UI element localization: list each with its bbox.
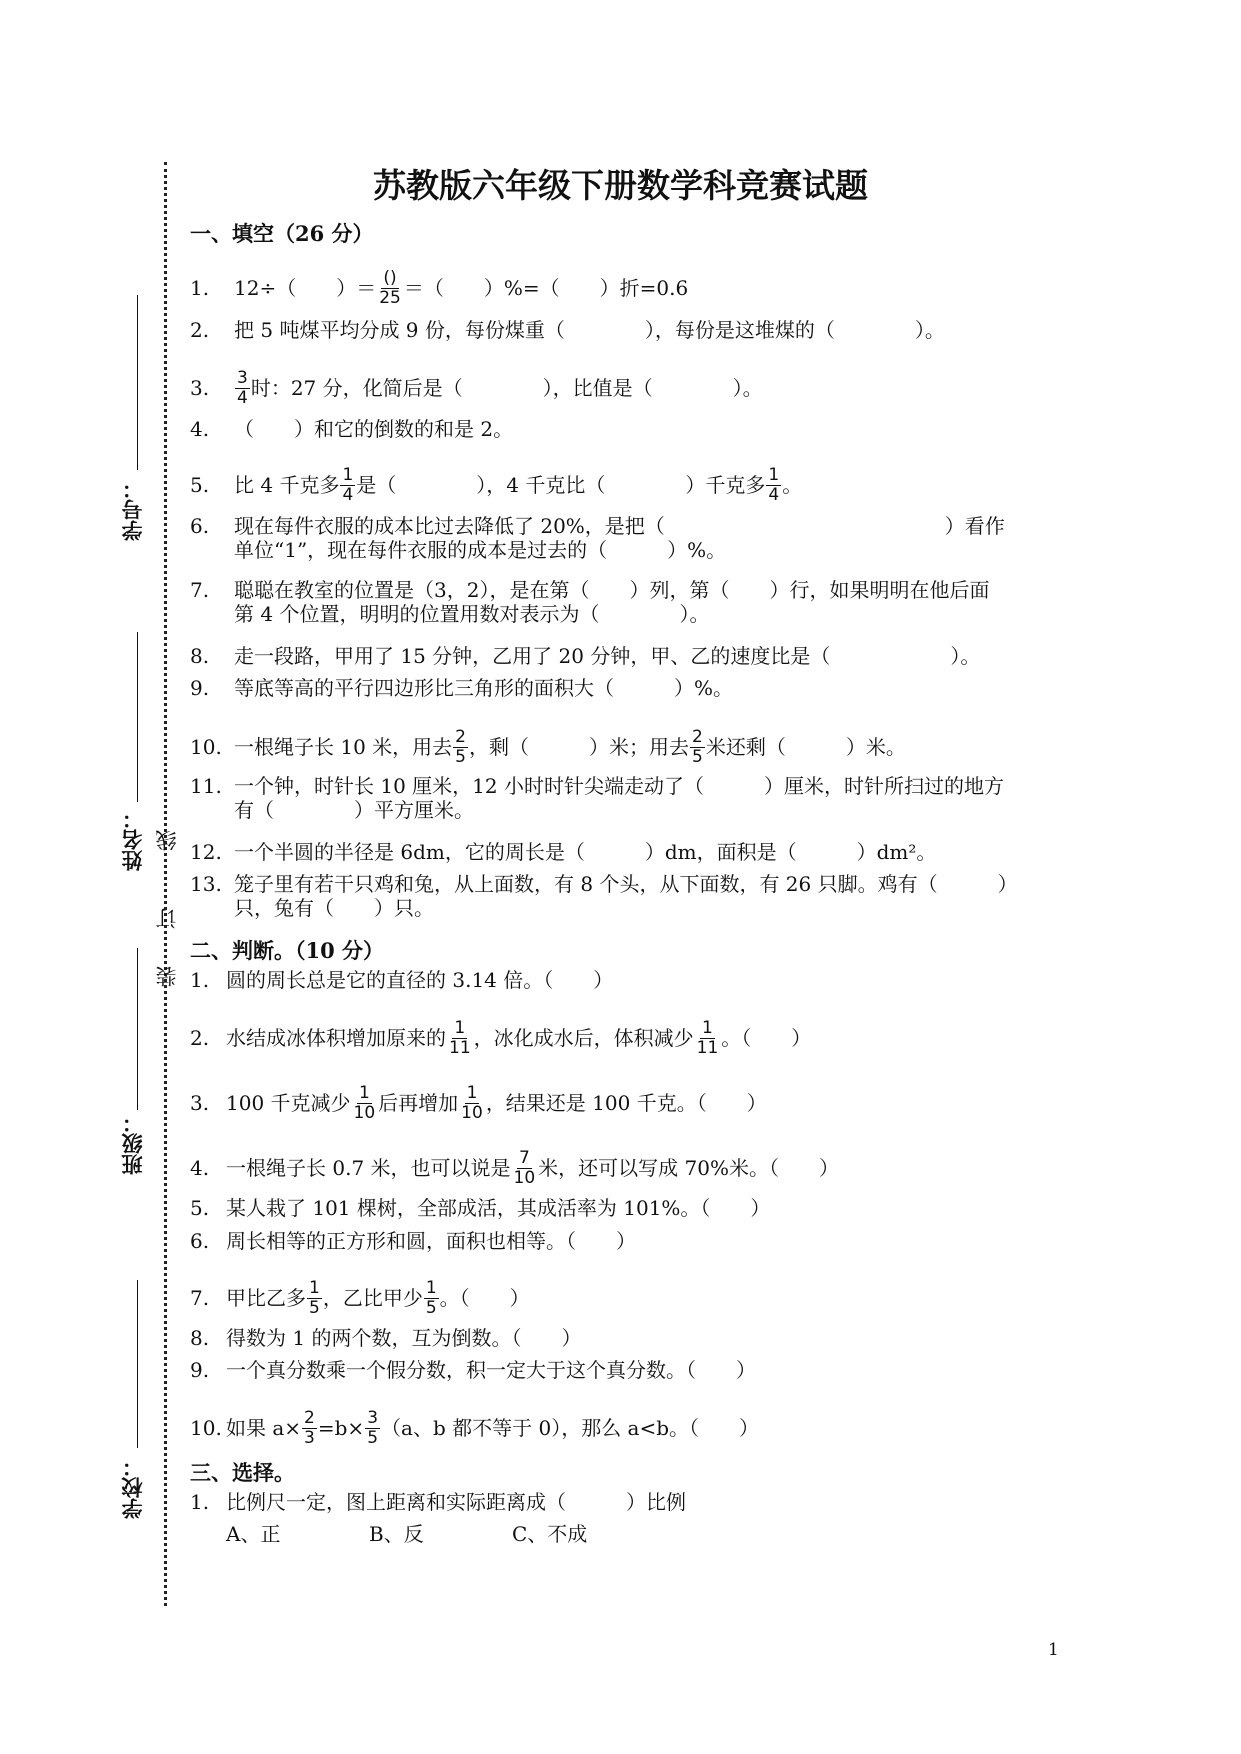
question-fill-9: 9. 等底等高的平行四边形比三角形的面积大（ ）%。 <box>190 676 734 700</box>
question-judge-6: 6. 周长相等的正方形和圆，面积也相等。（ ） <box>190 1229 636 1253</box>
school-line <box>137 1280 138 1448</box>
question-judge-8: 8. 得数为 1 的两个数，互为倒数。（ ） <box>190 1326 582 1350</box>
fraction: $\frac{3}{4}$ <box>237 368 248 408</box>
binding-char-line: 线 <box>155 830 179 851</box>
binding-char-bind: 装 <box>155 966 179 987</box>
page-number: 1 <box>1048 1640 1059 1660</box>
question-fill-4: 4. （ ）和它的倒数的和是 2。 <box>190 417 514 441</box>
school-label: 学校： <box>120 1456 145 1519</box>
question-judge-7: 7. 甲比乙多 $\frac{1}{5}$ ，乙比甲少 $\frac{1}{5}$ 。（ ） <box>190 1278 530 1318</box>
question-fill-5: 5. 比 4 千克多 $\frac{1}{4}$ 是（ ），4 千克比（ ）千克多 $\frac{1}{4}$ 。 <box>190 465 803 505</box>
question-fill-11: 11. 一个钟，时针长 10 厘米，12 小时时针尖端走动了（ ）厘米，时针所扫过的地方 有（ ）平方厘米。 <box>190 774 1004 822</box>
fraction: $\frac{2}{5}$ <box>455 727 466 767</box>
question-fill-7: 7. 聪聪在教室的位置是（3，2），是在第（ ）列，第（ ）行，如果明明在他后面 第 4 个位置，明明的位置用数对表示为（ ）。 <box>190 578 990 626</box>
name-label: 姓名： <box>120 808 145 871</box>
option-b[interactable]: B、反 <box>369 1522 424 1546</box>
student-id-label: 学号： <box>120 478 145 541</box>
question-judge-4: 4. 一根绳子长 0.7 米，也可以说是 $\frac{7}{10}$ 米，还可以写成 70%米。（ ） <box>190 1148 839 1188</box>
question-fill-1: 1. 12÷（ ）＝ $\frac{()}{25}$ ＝（ ）%=（ ）折=0.6 <box>190 268 689 308</box>
question-judge-5: 5. 某人栽了 101 棵树，全部成活，其成活率为 101%。（ ） <box>190 1196 771 1220</box>
fraction: $\frac{1}{4}$ <box>768 465 780 505</box>
student-id-line <box>137 295 138 470</box>
fraction: $\frac{1}{11}$ <box>696 1018 719 1058</box>
section-fill-heading: 一、填空（26 分） <box>190 221 374 246</box>
question-judge-2: 2. 水结成冰体积增加原来的 $\frac{1}{11}$ ，冰化成水后，体积减少 $\frac{1}{11}$ 。（ ） <box>190 1018 812 1058</box>
class-line <box>137 948 138 1110</box>
option-c[interactable]: C、不成 <box>512 1522 588 1546</box>
fraction: $\frac{1}{5}$ <box>309 1278 320 1318</box>
name-line <box>137 632 138 802</box>
option-a[interactable]: A、正 <box>226 1522 281 1546</box>
question-fill-3: 3. $\frac{3}{4}$ 时：27 分，化简后是（ ），比值是（ ）。 <box>190 368 763 408</box>
question-fill-6: 6. 现在每件衣服的成本比过去降低了 20%，是把（ ）看作 单位“1”，现在每件衣服的成本是过去的（ ）%。 <box>190 514 1005 562</box>
fraction: $\frac{2}{3}$ <box>304 1408 315 1448</box>
fraction: $\frac{7}{10}$ <box>513 1148 536 1188</box>
fraction: $\frac{1}{5}$ <box>425 1278 437 1318</box>
question-fill-2: 2. 把 5 吨煤平均分成 9 份，每份煤重（ ），每份是这堆煤的（ ）。 <box>190 318 945 342</box>
question-judge-9: 9. 一个真分数乘一个假分数，积一定大于这个真分数。（ ） <box>190 1358 756 1382</box>
question-fill-10: 10. 一根绳子长 10 米，用去 $\frac{2}{5}$ ，剩（ ）米；用去 $\frac{2}{5}$ 米还剩（ ）米。 <box>190 727 906 767</box>
fraction: $\frac{()}{25}$ <box>379 268 401 308</box>
question-judge-1: 1. 圆的周长总是它的直径的 3.14 倍。（ ） <box>190 968 614 992</box>
question-fill-12: 12. 一个半圆的半径是 6dm，它的周长是（ ）dm，面积是（ ）dm²。 <box>190 840 937 864</box>
question-choice-1: 1. 比例尺一定，图上距离和实际距离成（ ）比例 <box>190 1490 686 1514</box>
fraction: $\frac{1}{10}$ <box>353 1083 376 1123</box>
fraction: $\frac{1}{10}$ <box>461 1083 483 1123</box>
choice-options <box>226 1522 587 1546</box>
question-fill-13: 13. 笼子里有若干只鸡和兔，从上面数，有 8 个头，从下面数，有 26 只脚。鸡有（ ） 只，兔有（ ）只。 <box>190 872 1018 920</box>
section-choice-heading: 三、选择。 <box>190 1460 295 1485</box>
class-label: 班级： <box>120 1112 145 1175</box>
fraction: $\frac{1}{11}$ <box>449 1018 471 1058</box>
binding-char-order: 订 <box>155 908 179 929</box>
fraction: $\frac{2}{5}$ <box>692 727 703 767</box>
section-judge-heading: 二、判断。（10 分） <box>190 938 385 963</box>
fraction: $\frac{3}{5}$ <box>367 1408 379 1448</box>
question-judge-10: 10. 如果 a× $\frac{2}{3}$ =b× $\frac{3}{5}$ （a、b 都不等于 0），那么 a<b。（ ） <box>190 1408 760 1448</box>
binding-dotted-line <box>164 162 167 1606</box>
question-judge-3: 3. 100 千克减少 $\frac{1}{10}$ 后再增加 $\frac{1}{10}$ ，结果还是 100 千克。（ ） <box>190 1083 767 1123</box>
page-title: 苏教版六年级下册数学科竞赛试题 <box>373 166 868 205</box>
fraction: $\frac{1}{4}$ <box>342 465 354 505</box>
question-fill-8: 8. 走一段路，甲用了 15 分钟，乙用了 20 分钟，甲、乙的速度比是（ ）。 <box>190 644 981 668</box>
